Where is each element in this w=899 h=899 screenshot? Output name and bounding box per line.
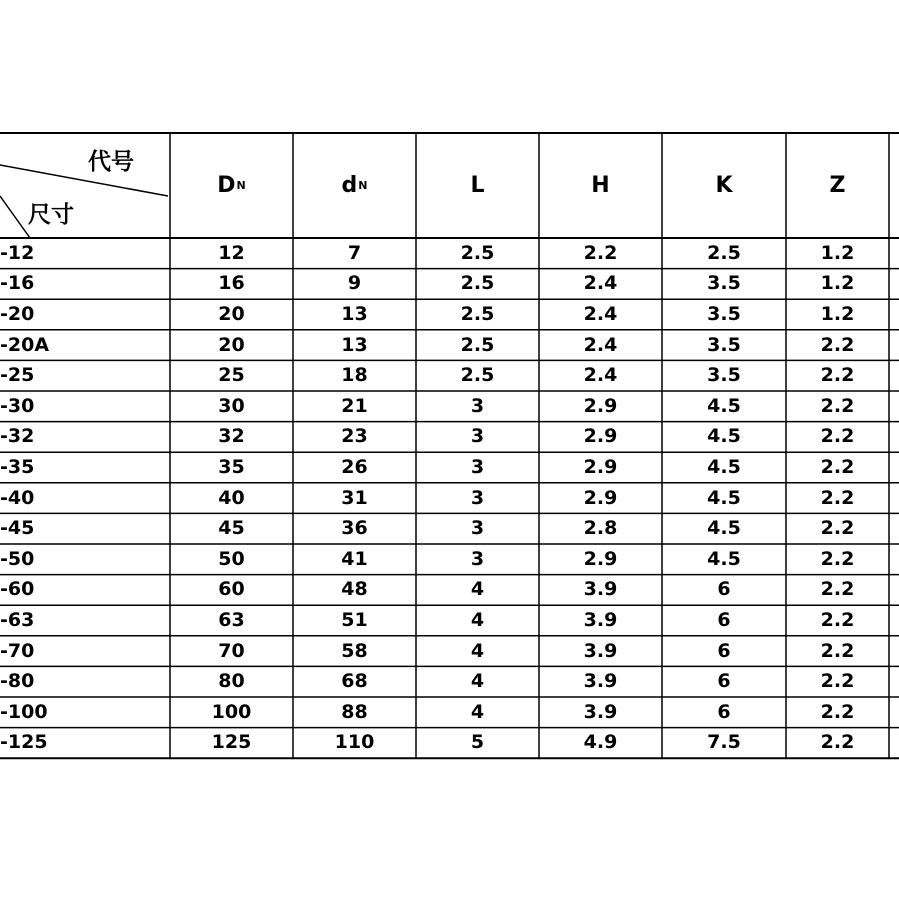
table-cell: 3 [470,547,485,570]
table-cell: 1.2 [820,272,855,295]
column-header-label: Z [829,173,846,198]
table-cell: 13 [341,333,368,356]
table-cell: 6 [717,578,731,601]
table-cell: 88 [341,700,368,723]
table-cell: 3.9 [583,608,618,631]
column-header [293,133,416,238]
table-cell: 25 [218,364,245,387]
corner-header-top: 代号 [88,149,134,175]
row-code: -12 [0,241,35,264]
table-cell: 2.8 [583,517,618,540]
row-code: -20A [0,333,50,356]
table-cell: 5 [470,731,485,754]
table-cell: 2.4 [583,364,618,387]
table-cell: 2.2 [820,547,855,570]
table-cell: 4.5 [707,547,741,570]
table-cell: 3 [470,486,485,509]
table-cell: 3.5 [707,333,741,356]
table-cell: 2.5 [460,272,495,295]
row-code: -25 [0,364,35,387]
table-cell: 41 [341,547,368,570]
table-cell: 2.9 [583,394,618,417]
table-cell: 40 [218,486,245,509]
table-cell: 3 [470,425,485,448]
table-cell: 7.5 [707,731,741,754]
row-code: -60 [0,578,35,601]
table-cell: 4.5 [707,425,741,448]
table-cell: 2.2 [820,364,855,387]
table-cell: 80 [218,670,245,693]
table-cell: 2.2 [820,578,855,601]
corner-diagonal [0,165,168,196]
table-cell: 3 [470,517,485,540]
table-cell: 6 [717,639,731,662]
table-cell: 2.2 [820,486,855,509]
table-cell: 36 [341,517,368,540]
row-code: -35 [0,455,35,478]
column-header-subscript: N [358,179,368,192]
column-header [539,133,662,238]
column-header [416,133,539,238]
table-cell: 2.4 [583,333,618,356]
table-cell: 2.9 [583,547,618,570]
table-cell: 4.5 [707,394,741,417]
table-cell: 12 [218,241,245,264]
table-cell: 3.5 [707,364,741,387]
table-cell: 2.5 [460,241,495,264]
table-cell: 2.9 [583,425,618,448]
table-cell: 30 [218,394,245,417]
table-cell: 3.5 [707,272,741,295]
row-code: -50 [0,547,35,570]
table-cell: 2.2 [820,639,855,662]
table-cell: 68 [341,670,368,693]
table-cell: 4.5 [707,486,741,509]
table-cell: 20 [218,333,245,356]
table-cell: 45 [218,517,245,540]
table-cell: 4 [470,578,485,601]
table-cell: 6 [717,608,731,631]
table-cell: 110 [334,731,375,754]
table-cell: 70 [218,639,245,662]
table-cell: 3.9 [583,700,618,723]
table-cell: 2.9 [583,455,618,478]
table-cell: 2.9 [583,486,618,509]
table-cell: 3 [470,455,485,478]
column-header-label: K [715,173,733,198]
table-cell: 2.5 [460,302,495,325]
table-cell: 2.2 [820,333,855,356]
row-code: -20 [0,302,35,325]
table-cell: 2.2 [820,394,855,417]
table-cell: 4 [470,639,485,662]
table-cell: 13 [341,302,368,325]
table-cell: 63 [218,608,245,631]
table-cell: 32 [218,425,245,448]
row-code: -63 [0,608,35,631]
row-code: -80 [0,670,35,693]
table-cell: 18 [341,364,368,387]
table-cell: 51 [341,608,368,631]
table-cell: 3.9 [583,578,618,601]
table-cell: 3 [470,394,485,417]
table-cell: 2.2 [820,731,855,754]
table-cell: 4.5 [707,517,741,540]
table-cell: 48 [341,578,368,601]
table-cell: 125 [211,731,252,754]
table-cell: 60 [218,578,245,601]
column-header-label: D [217,173,236,198]
table-cell: 2.5 [707,241,741,264]
corner-header-bottom: 尺寸 [28,202,74,228]
table-cell: 4 [470,608,485,631]
table-cell: 2.2 [820,700,855,723]
table-cell: 2.4 [583,272,618,295]
table-cell: 31 [341,486,368,509]
table-cell: 6 [717,700,731,723]
row-code: -45 [0,517,35,540]
table-cell: 7 [347,241,362,264]
column-header-label: H [591,173,610,198]
table-cell: 20 [218,302,245,325]
table-cell: 23 [341,425,368,448]
row-code: -16 [0,272,35,295]
column-header-label: d [341,173,358,198]
table-cell: 3.9 [583,639,618,662]
table-cell: 2.2 [820,608,855,631]
table-cell: 58 [341,639,368,662]
corner-diagonal [0,196,30,238]
table-cell: 100 [211,700,252,723]
column-header [662,133,786,238]
table-cell: 2.2 [583,241,618,264]
table-cell: 21 [341,394,368,417]
table-cell: 4 [470,700,485,723]
table-cell: 6 [717,670,731,693]
table-cell: 2.5 [460,333,495,356]
table-cell: 2.2 [820,670,855,693]
row-code: -40 [0,486,35,509]
table-cell: 50 [218,547,245,570]
table-cell: 2.2 [820,425,855,448]
table-cell: 2.2 [820,517,855,540]
table-cell: 35 [218,455,245,478]
row-code: -32 [0,425,35,448]
table-cell: 3.9 [583,670,618,693]
table-cell: 2.2 [820,455,855,478]
table-cell: 9 [347,272,362,295]
row-code: -70 [0,639,35,662]
row-code: -100 [0,700,48,723]
table-cell: 26 [341,455,368,478]
column-header-label: L [470,173,485,198]
table-cell: 16 [218,272,245,295]
table-cell: 2.4 [583,302,618,325]
column-header-subscript: N [236,179,246,192]
table-cell: 3.5 [707,302,741,325]
table-cell: 4.9 [583,731,618,754]
table-cell: 2.5 [460,364,495,387]
table-cell: 4.5 [707,455,741,478]
table-cell: 1.2 [820,241,855,264]
row-code: -30 [0,394,35,417]
column-header [170,133,293,238]
row-code: -125 [0,731,48,754]
table-cell: 1.2 [820,302,855,325]
table-cell: 4 [470,670,485,693]
column-header [786,133,889,238]
